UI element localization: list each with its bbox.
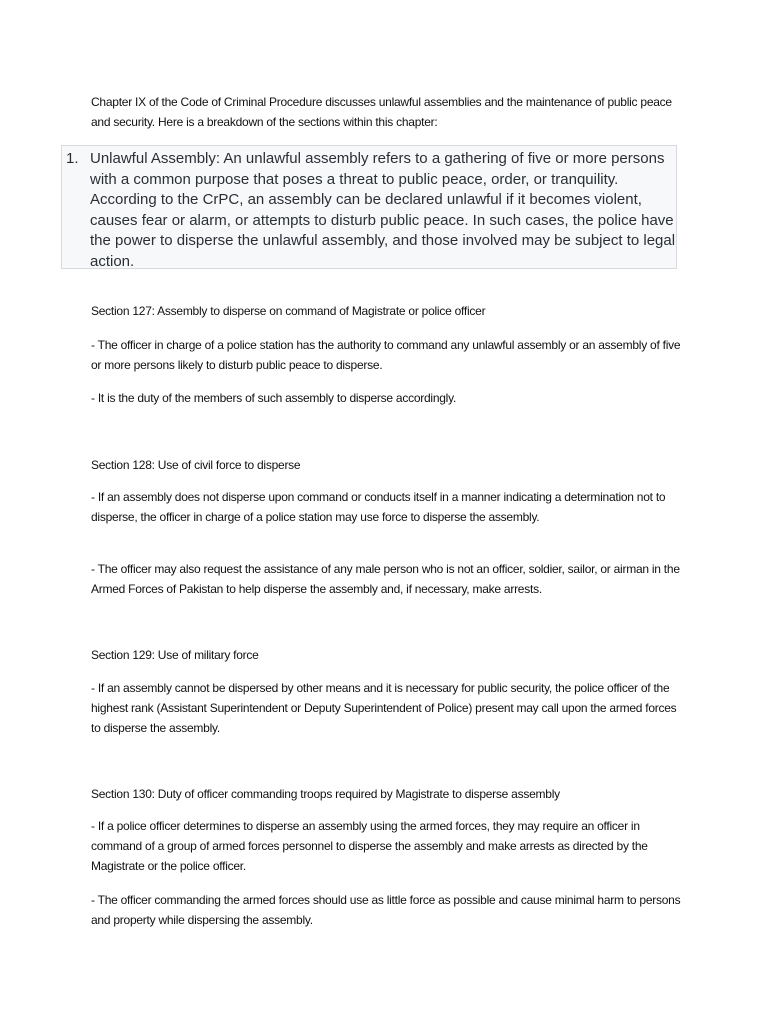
section-128-heading: Section 128: Use of civil force to disperse — [91, 458, 301, 472]
section-130-paragraph-2: - The officer commanding the armed forces should use as little force as possible and cause minimal harm to persons and property while dispersing the assembly. — [91, 893, 681, 927]
section-127-heading: Section 127: Assembly to disperse on command of Magistrate or police officer — [91, 304, 486, 318]
list-item-text: Unlawful Assembly: An unlawful assembly refers to a gathering of five or more persons with a common purpose that poses a threat to public peace, order, or tranquility. According to the CrPC, an assembly can be declared unlawful if it becomes violent, causes fear or alarm, or attempts to disturb public peace. In such cases, the police have the power to disperse the unlawful assembly, and those involved may be subject to legal action. — [90, 150, 676, 270]
list-item-number: 1. — [66, 150, 79, 167]
intro-paragraph: Chapter IX of the Code of Criminal Procedure discusses unlawful assemblies and the maintenance of public peace and security. Here is a breakdown of the sections within this chapter: — [91, 95, 672, 129]
section-127-paragraph-1: - The officer in charge of a police station has the authority to command any unlawful assembly or an assembly of five or more persons likely to disturb public peace to disperse. — [91, 338, 681, 372]
section-128-paragraph-1: - If an assembly does not disperse upon command or conducts itself in a manner indicating a determination not to disperse, the officer in charge of a police station may use force to disperse the assembly. — [91, 490, 666, 524]
section-130-heading: Section 130: Duty of officer commanding troops required by Magistrate to disperse assembly — [91, 787, 560, 801]
section-129-paragraph-1: - If an assembly cannot be dispersed by other means and it is necessary for public security, the police officer of the highest rank (Assistant Superintendent or Deputy Superintendent of Police) present may call upon the armed forces to disperse the assembly. — [91, 681, 677, 735]
section-130-paragraph-1: - If a police officer determines to disperse an assembly using the armed forces, they may require an officer in command of a group of armed forces personnel to disperse the assembly and make arrests as directed by the Magistrate or the police officer. — [91, 819, 648, 873]
section-129-heading: Section 129: Use of military force — [91, 648, 259, 662]
section-127-paragraph-2: - It is the duty of the members of such assembly to disperse accordingly. — [91, 391, 457, 405]
section-128-paragraph-2: - The officer may also request the assistance of any male person who is not an officer, soldier, sailor, or airman in the Armed Forces of Pakistan to help disperse the assembly and, if necessary, make arrests. — [91, 562, 680, 596]
highlighted-list-item — [61, 145, 677, 269]
